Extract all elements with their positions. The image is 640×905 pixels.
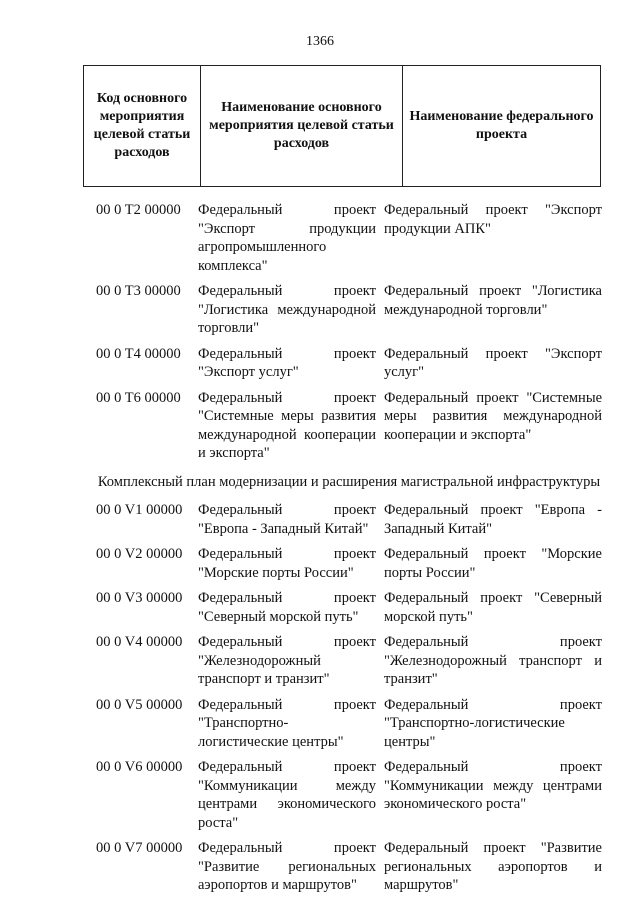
row-code: 00 0 T3 00000 [96, 283, 181, 299]
row-project: Федеральный проект "Европа - Западный Китай" [384, 502, 602, 537]
row-project: Федеральный проект "Логистика международной торговли" [384, 283, 602, 318]
row-name: Федеральный проект "Системные меры развития международной кооперации и экспорта" [198, 389, 376, 461]
table-row [96, 589, 602, 626]
row-code: 00 0 T2 00000 [96, 202, 181, 218]
row-project: Федеральный проект "Транспортно-логистические центры" [384, 696, 602, 750]
row-name: Федеральный проект "Морские порты России" [198, 546, 376, 581]
row-code: 00 0 V5 00000 [96, 696, 183, 713]
table-header [83, 65, 601, 187]
page-number: 1366 [306, 34, 334, 49]
row-code: 00 0 T4 00000 [96, 345, 181, 362]
row-project: Федеральный проект "Системные меры развития международной кооперации и экспорта" [384, 389, 602, 443]
table-row [96, 389, 602, 463]
row-name: Федеральный проект "Северный морской путь" [198, 590, 376, 625]
row-code: 00 0 V1 00000 [96, 502, 183, 518]
table-row [96, 545, 602, 582]
row-project: Федеральный проект "Морские порты России" [384, 546, 602, 581]
row-code: 00 0 V3 00000 [96, 590, 183, 606]
row-project: Федеральный проект "Северный морской путь" [384, 590, 602, 625]
row-project: Федеральный проект "Железнодорожный транспорт и транзит" [384, 634, 602, 687]
table-row [96, 282, 602, 338]
table-row [96, 501, 602, 538]
row-name: Федеральный проект "Европа - Западный Китай" [198, 502, 376, 537]
row-code: 00 0 T6 00000 [96, 389, 181, 406]
row-project: Федеральный проект "Экспорт услуг" [384, 345, 602, 380]
row-project: Федеральный проект "Коммуникации между центрами экономического роста" [384, 759, 602, 812]
table-row [96, 345, 602, 382]
row-code: 00 0 V7 00000 [96, 840, 183, 856]
row-code: 00 0 V6 00000 [96, 759, 183, 775]
row-name: Федеральный проект "Коммуникации между центрами экономического роста" [198, 759, 376, 831]
table-row [96, 633, 602, 689]
table-row [96, 758, 602, 832]
row-name: Федеральный проект "Экспорт услуг" [198, 345, 376, 380]
table-row [96, 696, 602, 752]
row-project: Федеральный проект "Экспорт продукции АПК" [384, 202, 602, 237]
row-code: 00 0 V4 00000 [96, 634, 183, 650]
row-code: 00 0 V2 00000 [96, 546, 183, 562]
header-project-cell: Наименование федерального проекта [403, 66, 601, 187]
header-name-cell: Наименование основного мероприятия целевой статьи расходов [201, 66, 403, 187]
row-name: Федеральный проект "Экспорт продукции агропромышленного комплекса" [198, 202, 376, 274]
table-row [96, 201, 602, 275]
row-name: Федеральный проект "Развитие региональных аэропортов и маршрутов" [198, 840, 376, 893]
row-name: Федеральный проект "Железнодорожный транспорт и транзит" [198, 634, 376, 687]
row-project: Федеральный проект "Развитие региональных аэропортов и маршрутов" [384, 840, 602, 893]
header-code-cell: Код основного мероприятия целевой статьи расходов [84, 66, 201, 187]
table-body [96, 201, 602, 902]
section-title: Комплексный план модернизации и расширения магистральной инфраструктуры [97, 473, 601, 490]
row-name: Федеральный проект "Транспортно-логистические центры" [198, 696, 376, 750]
table-row [96, 839, 602, 895]
row-name: Федеральный проект "Логистика международной торговли" [198, 283, 376, 336]
